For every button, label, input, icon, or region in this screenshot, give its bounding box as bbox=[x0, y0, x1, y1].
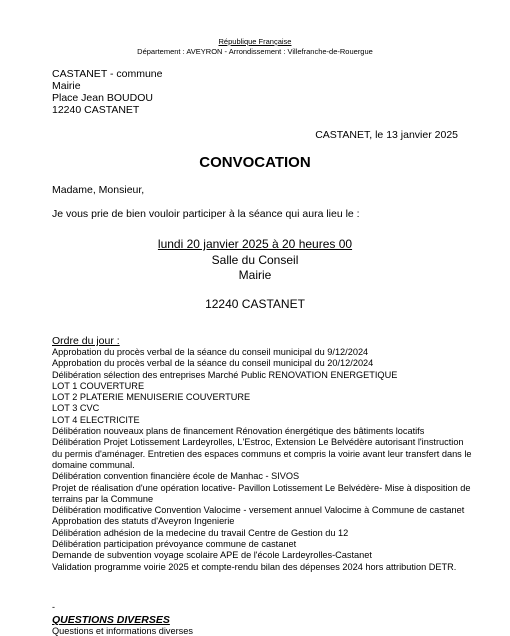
agenda-item: Approbation du procès verbal de la séance du conseil municipal du 20/12/2024 bbox=[52, 358, 374, 369]
header-republic: République Française bbox=[218, 37, 292, 46]
address-line-4: 12240 CASTANET bbox=[52, 104, 140, 116]
address-line-3: Place Jean BOUDOU bbox=[52, 92, 153, 104]
invitation-text: Je vous prie de bien vouloir participer à la séance qui aura lieu le : bbox=[52, 208, 360, 220]
agenda-item: Délibération convention financière école de Manhac - SIVOS bbox=[52, 471, 300, 482]
date-line: CASTANET, le 13 janvier 2025 bbox=[315, 129, 458, 141]
meeting-room: Salle du Conseil bbox=[211, 253, 299, 267]
agenda-item: Validation programme voirie 2025 et compte-rendu bilan des dépenses 2024 hors attribution DETR. bbox=[52, 561, 457, 572]
agenda-item: LOT 4 ELECTRICITE bbox=[52, 414, 140, 425]
address-line-2: Mairie bbox=[52, 80, 81, 92]
agenda-item: Délibération modificative Convention Valocime - versement annuel Valocime à Commune de castanet bbox=[52, 505, 465, 516]
meeting-place: Mairie bbox=[238, 268, 272, 282]
agenda-item: LOT 2 PLATERIE MENUISERIE COUVERTURE bbox=[52, 392, 251, 403]
questions-title: QUESTIONS DIVERSES bbox=[52, 614, 170, 626]
agenda-item: Délibération nouveaux plans de financement Rénovation énergétique des bâtiments locatifs bbox=[52, 426, 425, 437]
agenda-title: Ordre du jour : bbox=[52, 335, 120, 347]
agenda-item: Délibération Projet Lotissement Lardeyrolles, L'Estroc, Extension Le Belvédère autorisant l'instruction du permis d'aménager. Entretien des espaces communs et compris la voirie avant leur transfert dans le domaine communal. bbox=[52, 437, 472, 470]
agenda-item: Approbation du procès verbal de la séance du conseil municipal du 9/12/2024 bbox=[52, 347, 369, 357]
agenda-item: Délibération participation prévoyance commune de castanet bbox=[52, 539, 297, 550]
agenda-item: Délibération sélection des entreprises Marché Public RENOVATION ENERGETIQUE bbox=[52, 369, 398, 380]
agenda-item: LOT 1 COUVERTURE bbox=[52, 380, 145, 391]
agenda-list bbox=[52, 347, 472, 573]
questions-line: Questions et informations diverses bbox=[52, 626, 193, 636]
header-department: Département : AVEYRON - Arrondissement : Villefranche-de-Rouergue bbox=[137, 47, 373, 56]
separator-dash: - bbox=[52, 602, 55, 612]
address-line-1: CASTANET - commune bbox=[52, 68, 163, 80]
page-title: CONVOCATION bbox=[199, 154, 311, 171]
agenda-item: Projet de réalisation d'une opération locative- Pavillon Lotissement Le Belvédère- Mise à disposition de terrains par la Commune bbox=[52, 482, 471, 504]
meeting-city: 12240 CASTANET bbox=[205, 297, 305, 311]
agenda-item: Approbation des statuts d'Aveyron Ingenierie bbox=[52, 516, 235, 527]
meeting-datetime: lundi 20 janvier 2025 à 20 heures 00 bbox=[157, 237, 353, 251]
agenda-item: Délibération adhésion de la medecine du travail Centre de Gestion du 12 bbox=[52, 527, 349, 538]
agenda-item: Demande de subvention voyage scolaire APE de l'école Lardeyrolles-Castanet bbox=[52, 550, 372, 561]
agenda-item: LOT 3 CVC bbox=[52, 403, 100, 414]
salutation: Madame, Monsieur, bbox=[52, 184, 145, 196]
